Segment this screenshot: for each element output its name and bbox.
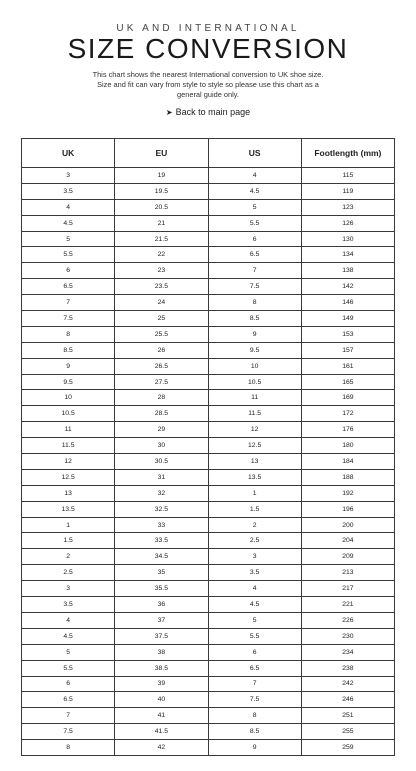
table-row <box>22 406 395 422</box>
uk-size-cell: 13 <box>22 485 115 501</box>
table-row <box>22 517 395 533</box>
footlength-cell: 196 <box>301 501 394 517</box>
uk-size-cell: 10 <box>22 390 115 406</box>
us-size-cell: 6.5 <box>208 247 301 263</box>
uk-size-cell: 5 <box>22 644 115 660</box>
uk-size-cell: 6.5 <box>22 692 115 708</box>
footlength-cell: 176 <box>301 422 394 438</box>
table-row <box>22 422 395 438</box>
footlength-cell: 123 <box>301 199 394 215</box>
uk-size-cell: 2.5 <box>22 565 115 581</box>
footlength-cell: 138 <box>301 263 394 279</box>
eu-size-cell: 23.5 <box>115 279 208 295</box>
table-row <box>22 168 395 184</box>
uk-size-cell: 12 <box>22 454 115 470</box>
uk-size-cell: 3 <box>22 581 115 597</box>
table-row <box>22 581 395 597</box>
table-row <box>22 247 395 263</box>
us-size-cell: 8.5 <box>208 724 301 740</box>
eu-size-cell: 37 <box>115 612 208 628</box>
footlength-cell: 149 <box>301 311 394 327</box>
us-size-cell: 3.5 <box>208 565 301 581</box>
footlength-cell: 246 <box>301 692 394 708</box>
table-row <box>22 295 395 311</box>
us-size-cell: 6.5 <box>208 660 301 676</box>
eu-size-cell: 25.5 <box>115 326 208 342</box>
us-size-cell: 10.5 <box>208 374 301 390</box>
eu-size-cell: 33.5 <box>115 533 208 549</box>
eu-size-cell: 31 <box>115 469 208 485</box>
uk-size-cell: 9 <box>22 358 115 374</box>
us-size-cell: 5.5 <box>208 215 301 231</box>
column-header-footlength: Footlength (mm) <box>301 139 394 168</box>
footlength-cell: 157 <box>301 342 394 358</box>
footlength-cell: 204 <box>301 533 394 549</box>
uk-size-cell: 4.5 <box>22 628 115 644</box>
us-size-cell: 9 <box>208 326 301 342</box>
uk-size-cell: 8.5 <box>22 342 115 358</box>
table-row <box>22 533 395 549</box>
page-description: This chart shows the nearest International conversion to UK shoe size. Size and fit can vary from style to style so please use this chart as a general guide only. <box>92 70 324 99</box>
footlength-cell: 209 <box>301 549 394 565</box>
eu-size-cell: 26.5 <box>115 358 208 374</box>
table-row <box>22 660 395 676</box>
table-header-row <box>22 139 395 168</box>
table-row <box>22 485 395 501</box>
eu-size-cell: 33 <box>115 517 208 533</box>
back-link-label: Back to main page <box>175 107 251 117</box>
footlength-cell: 259 <box>301 740 394 756</box>
table-row <box>22 390 395 406</box>
uk-size-cell: 7.5 <box>22 724 115 740</box>
table-row <box>22 724 395 740</box>
footlength-cell: 221 <box>301 597 394 613</box>
footlength-cell: 165 <box>301 374 394 390</box>
uk-size-cell: 7 <box>22 295 115 311</box>
eu-size-cell: 32 <box>115 485 208 501</box>
us-size-cell: 9.5 <box>208 342 301 358</box>
us-size-cell: 8 <box>208 295 301 311</box>
uk-size-cell: 6 <box>22 676 115 692</box>
footlength-cell: 242 <box>301 676 394 692</box>
table-body <box>22 168 395 756</box>
footlength-cell: 161 <box>301 358 394 374</box>
us-size-cell: 7 <box>208 676 301 692</box>
eu-size-cell: 36 <box>115 597 208 613</box>
us-size-cell: 9 <box>208 740 301 756</box>
footlength-cell: 230 <box>301 628 394 644</box>
uk-size-cell: 7.5 <box>22 311 115 327</box>
footlength-cell: 234 <box>301 644 394 660</box>
footlength-cell: 192 <box>301 485 394 501</box>
table-row <box>22 215 395 231</box>
eu-size-cell: 42 <box>115 740 208 756</box>
us-size-cell: 7.5 <box>208 692 301 708</box>
footlength-cell: 200 <box>301 517 394 533</box>
eu-size-cell: 22 <box>115 247 208 263</box>
eu-size-cell: 21 <box>115 215 208 231</box>
eu-size-cell: 39 <box>115 676 208 692</box>
footlength-cell: 213 <box>301 565 394 581</box>
table-row <box>22 597 395 613</box>
eu-size-cell: 28 <box>115 390 208 406</box>
us-size-cell: 5 <box>208 199 301 215</box>
table-row <box>22 263 395 279</box>
footlength-cell: 142 <box>301 279 394 295</box>
eu-size-cell: 29 <box>115 422 208 438</box>
uk-size-cell: 3 <box>22 168 115 184</box>
eu-size-cell: 35 <box>115 565 208 581</box>
size-conversion-table <box>21 138 395 756</box>
eu-size-cell: 27.5 <box>115 374 208 390</box>
uk-size-cell: 11.5 <box>22 438 115 454</box>
footlength-cell: 184 <box>301 454 394 470</box>
eu-size-cell: 38 <box>115 644 208 660</box>
uk-size-cell: 10.5 <box>22 406 115 422</box>
us-size-cell: 6 <box>208 231 301 247</box>
arrow-right-icon: ➤ <box>165 108 173 117</box>
us-size-cell: 11.5 <box>208 406 301 422</box>
us-size-cell: 12.5 <box>208 438 301 454</box>
uk-size-cell: 13.5 <box>22 501 115 517</box>
table-row <box>22 549 395 565</box>
table-row <box>22 454 395 470</box>
table-row <box>22 708 395 724</box>
uk-size-cell: 4.5 <box>22 215 115 231</box>
uk-size-cell: 4 <box>22 199 115 215</box>
uk-size-cell: 1 <box>22 517 115 533</box>
us-size-cell: 8.5 <box>208 311 301 327</box>
eu-size-cell: 41 <box>115 708 208 724</box>
eu-size-cell: 19 <box>115 168 208 184</box>
eu-size-cell: 35.5 <box>115 581 208 597</box>
eu-size-cell: 25 <box>115 311 208 327</box>
page-title: SIZE CONVERSION <box>67 33 349 64</box>
uk-size-cell: 5 <box>22 231 115 247</box>
table-row <box>22 565 395 581</box>
us-size-cell: 13.5 <box>208 469 301 485</box>
uk-size-cell: 6.5 <box>22 279 115 295</box>
eu-size-cell: 38.5 <box>115 660 208 676</box>
footlength-cell: 226 <box>301 612 394 628</box>
footlength-cell: 153 <box>301 326 394 342</box>
uk-size-cell: 8 <box>22 740 115 756</box>
footlength-cell: 134 <box>301 247 394 263</box>
uk-size-cell: 9.5 <box>22 374 115 390</box>
eu-size-cell: 32.5 <box>115 501 208 517</box>
back-to-main-link[interactable] <box>0 107 416 117</box>
table-row <box>22 644 395 660</box>
us-size-cell: 4 <box>208 168 301 184</box>
eu-size-cell: 37.5 <box>115 628 208 644</box>
column-header-uk: UK <box>22 139 115 168</box>
table-row <box>22 628 395 644</box>
eu-size-cell: 30.5 <box>115 454 208 470</box>
column-header-eu: EU <box>115 139 208 168</box>
eu-size-cell: 41.5 <box>115 724 208 740</box>
table-row <box>22 612 395 628</box>
uk-size-cell: 8 <box>22 326 115 342</box>
us-size-cell: 7.5 <box>208 279 301 295</box>
footlength-cell: 172 <box>301 406 394 422</box>
us-size-cell: 3 <box>208 549 301 565</box>
footlength-cell: 217 <box>301 581 394 597</box>
eu-size-cell: 19.5 <box>115 183 208 199</box>
us-size-cell: 12 <box>208 422 301 438</box>
uk-size-cell: 3.5 <box>22 183 115 199</box>
us-size-cell: 10 <box>208 358 301 374</box>
uk-size-cell: 2 <box>22 549 115 565</box>
footlength-cell: 130 <box>301 231 394 247</box>
footlength-cell: 251 <box>301 708 394 724</box>
eu-size-cell: 21.5 <box>115 231 208 247</box>
footlength-cell: 238 <box>301 660 394 676</box>
footlength-cell: 115 <box>301 168 394 184</box>
us-size-cell: 5.5 <box>208 628 301 644</box>
uk-size-cell: 12.5 <box>22 469 115 485</box>
footlength-cell: 188 <box>301 469 394 485</box>
uk-size-cell: 3.5 <box>22 597 115 613</box>
uk-size-cell: 5.5 <box>22 660 115 676</box>
uk-size-cell: 5.5 <box>22 247 115 263</box>
eu-size-cell: 26 <box>115 342 208 358</box>
eu-size-cell: 34.5 <box>115 549 208 565</box>
table-row <box>22 358 395 374</box>
table-row <box>22 501 395 517</box>
us-size-cell: 2 <box>208 517 301 533</box>
table-row <box>22 279 395 295</box>
table-row <box>22 183 395 199</box>
us-size-cell: 2.5 <box>208 533 301 549</box>
us-size-cell: 1 <box>208 485 301 501</box>
uk-size-cell: 7 <box>22 708 115 724</box>
us-size-cell: 7 <box>208 263 301 279</box>
uk-size-cell: 4 <box>22 612 115 628</box>
us-size-cell: 6 <box>208 644 301 660</box>
footlength-cell: 255 <box>301 724 394 740</box>
eu-size-cell: 20.5 <box>115 199 208 215</box>
table-row <box>22 342 395 358</box>
table-row <box>22 438 395 454</box>
eu-size-cell: 24 <box>115 295 208 311</box>
eu-size-cell: 40 <box>115 692 208 708</box>
table-row <box>22 326 395 342</box>
table-row <box>22 692 395 708</box>
us-size-cell: 13 <box>208 454 301 470</box>
table-row <box>22 231 395 247</box>
eu-size-cell: 23 <box>115 263 208 279</box>
footlength-cell: 146 <box>301 295 394 311</box>
us-size-cell: 4 <box>208 581 301 597</box>
us-size-cell: 4.5 <box>208 597 301 613</box>
footlength-cell: 126 <box>301 215 394 231</box>
table-row <box>22 676 395 692</box>
footlength-cell: 169 <box>301 390 394 406</box>
us-size-cell: 11 <box>208 390 301 406</box>
uk-size-cell: 11 <box>22 422 115 438</box>
us-size-cell: 8 <box>208 708 301 724</box>
eu-size-cell: 28.5 <box>115 406 208 422</box>
footlength-cell: 180 <box>301 438 394 454</box>
uk-size-cell: 6 <box>22 263 115 279</box>
table-row <box>22 740 395 756</box>
table-row <box>22 199 395 215</box>
footlength-cell: 119 <box>301 183 394 199</box>
table-row <box>22 469 395 485</box>
eu-size-cell: 30 <box>115 438 208 454</box>
column-header-us: US <box>208 139 301 168</box>
uk-size-cell: 1.5 <box>22 533 115 549</box>
us-size-cell: 4.5 <box>208 183 301 199</box>
us-size-cell: 5 <box>208 612 301 628</box>
us-size-cell: 1.5 <box>208 501 301 517</box>
table-row <box>22 374 395 390</box>
page-kicker: UK AND INTERNATIONAL <box>116 23 300 34</box>
table-row <box>22 311 395 327</box>
